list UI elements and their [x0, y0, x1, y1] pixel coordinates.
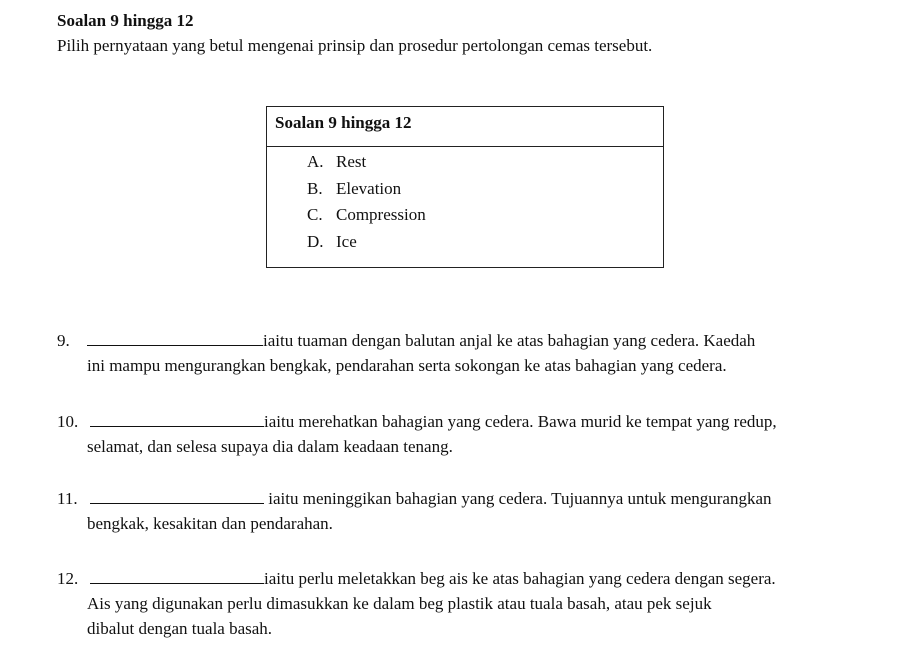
question-number: 12. [57, 569, 79, 588]
options-box [266, 106, 664, 268]
answer-blank[interactable] [90, 569, 264, 584]
option-letter: A. [307, 152, 324, 171]
option-letter: B. [307, 178, 323, 198]
option-text: Rest [336, 152, 367, 171]
option-a [307, 149, 663, 176]
option-d [307, 229, 663, 256]
question-9 [57, 328, 887, 378]
option-letter: C. [307, 205, 323, 224]
question-continuation: selamat, dan selesa supaya dia dalam keadaan tenang. [87, 437, 453, 456]
option-text: Compression [336, 205, 426, 224]
options-list [267, 147, 663, 255]
question-text: iaitu perlu meletakkan beg ais ke atas bahagian yang cedera dengan segera. [264, 569, 776, 588]
question-number: 10. [57, 412, 79, 431]
question-11 [57, 486, 887, 536]
section-heading: Soalan 9 hingga 12 [57, 11, 194, 30]
option-letter: D. [307, 231, 324, 251]
question-number: 11. [57, 489, 78, 508]
answer-blank[interactable] [87, 331, 263, 346]
options-box-title: Soalan 9 hingga 12 [267, 107, 663, 147]
question-text: iaitu tuaman dengan balutan anjal ke atas bahagian yang cedera. Kaedah [263, 331, 756, 350]
question-continuation: bengkak, kesakitan dan pendarahan. [87, 514, 333, 533]
question-text: iaitu meninggikan bahagian yang cedera. Tujuannya untuk mengurangkan [264, 489, 772, 508]
question-continuation: dibalut dengan tuala basah. [87, 619, 273, 638]
option-text: Ice [336, 231, 357, 251]
question-12 [57, 566, 887, 641]
option-text: Elevation [336, 178, 402, 198]
question-continuation: Ais yang digunakan perlu dimasukkan ke dalam beg plastik atau tuala basah, atau pek sejuk [87, 594, 712, 613]
question-continuation: ini mampu mengurangkan bengkak, pendarahan serta sokongan ke atas bahagian yang cedera. [87, 356, 727, 375]
instruction-text: Pilih pernyataan yang betul mengenai prinsip dan prosedur pertolongan cemas tersebut. [57, 36, 653, 55]
question-number: 9. [57, 331, 70, 350]
answer-blank[interactable] [90, 412, 264, 427]
option-b [307, 176, 663, 203]
question-text: iaitu merehatkan bahagian yang cedera. Bawa murid ke tempat yang redup, [264, 412, 777, 431]
answer-blank[interactable] [90, 489, 264, 504]
question-10 [57, 409, 887, 459]
option-c [307, 202, 663, 229]
